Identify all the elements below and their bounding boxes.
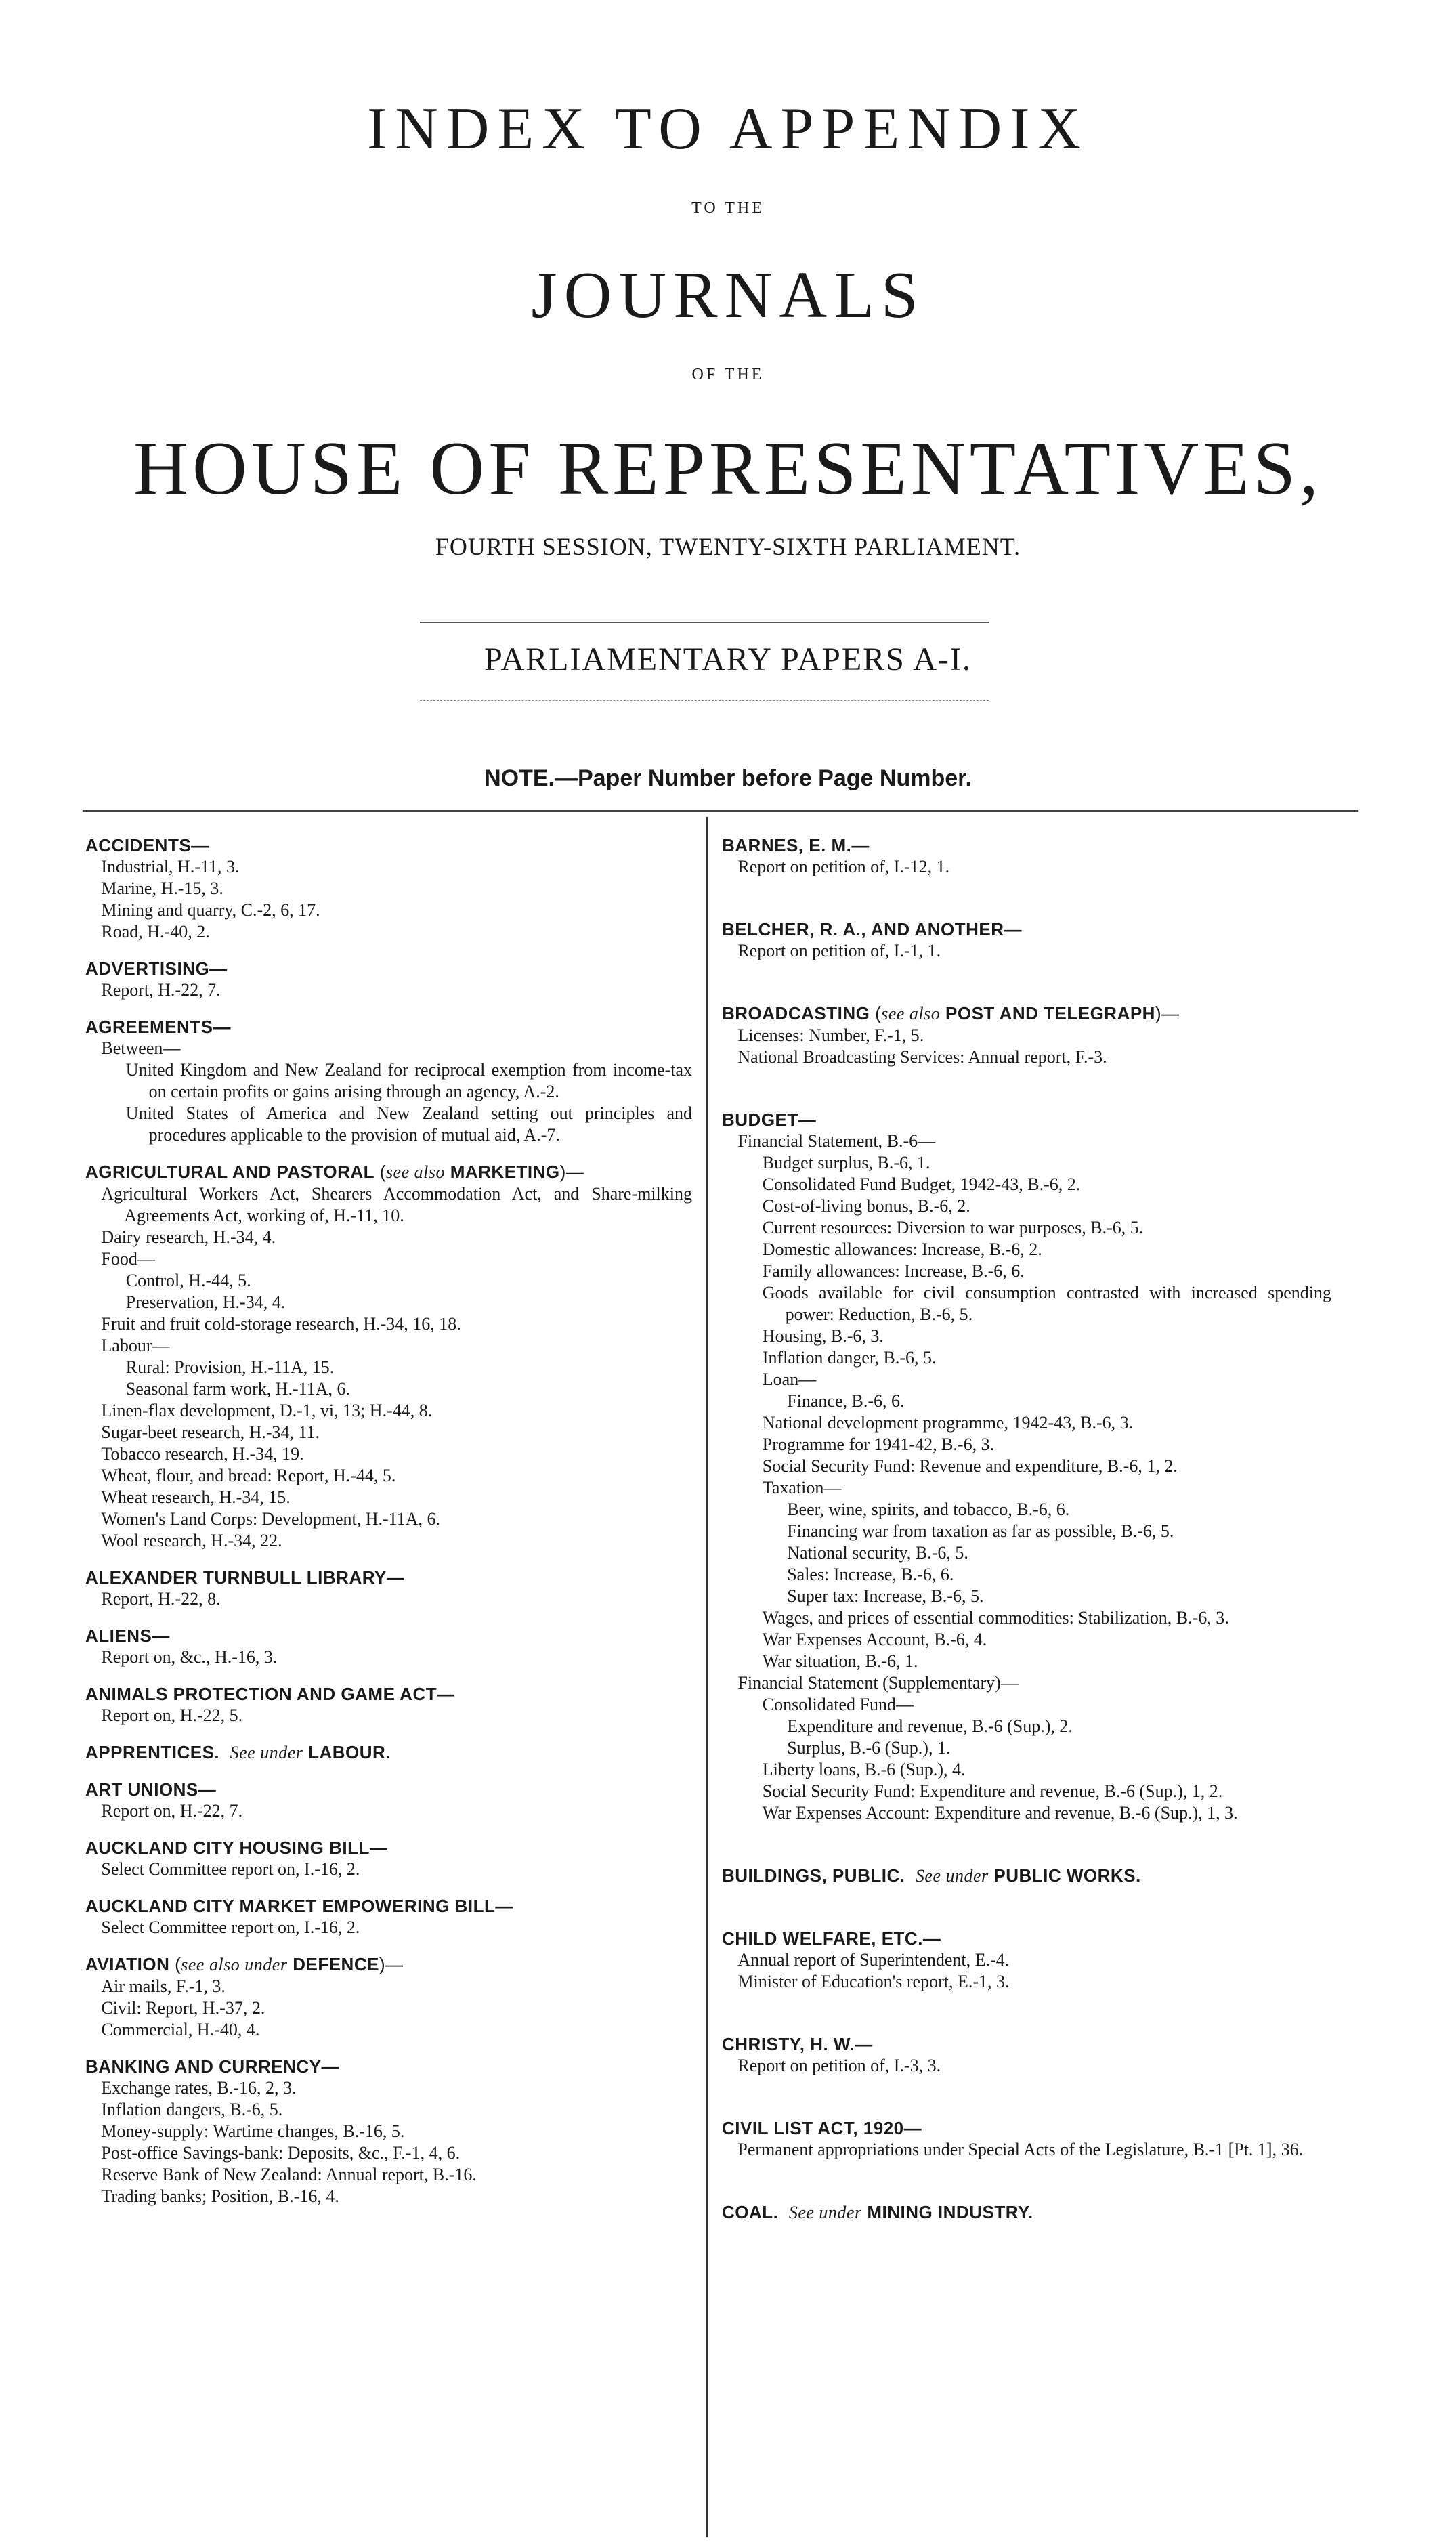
entry-heading: CHRISTY, H. W.— <box>722 2034 873 2054</box>
entry-line: Financing war from taxation as far as possible, B.-6, 5. <box>787 1521 1174 1541</box>
see-also-text: see also <box>385 1162 445 1182</box>
entry-line: Reserve Bank of New Zealand: Annual report, B.-16. <box>101 2165 477 2184</box>
entry-line: Preservation, H.-34, 4. <box>125 1292 286 1312</box>
entry-line: Seasonal farm work, H.-11A, 6. <box>125 1379 350 1399</box>
entry-line: Liberty loans, B.-6 (Sup.), 4. <box>762 1760 966 1779</box>
entry-accidents <box>85 834 692 943</box>
entry-line: United Kingdom and New Zealand for reciprocal exemption from income-tax on certain profits or gains arising through an agency, A.-2. <box>125 1060 692 1101</box>
entry-line: Surplus, B.-6 (Sup.), 1. <box>787 1738 951 1758</box>
entry-line: Current resources: Diversion to war purposes, B.-6, 5. <box>762 1218 1144 1237</box>
entry-line: Select Committee report on, I.-16, 2. <box>101 1917 360 1937</box>
paren-close: )— <box>559 1162 584 1182</box>
entry-line: Inflation dangers, B.-6, 5. <box>101 2100 283 2119</box>
header-rule-top <box>420 622 989 623</box>
entry-line: Wheat research, H.-34, 15. <box>101 1487 291 1507</box>
entry-barnes <box>722 834 1331 878</box>
entry-line: Report on, H.-22, 5. <box>101 1705 243 1725</box>
entry-budget <box>722 1109 1331 1824</box>
parliamentary-papers-heading: PARLIAMENTARY PAPERS A-I. <box>484 641 972 677</box>
entry-heading <box>722 1865 1331 1887</box>
title-to-the: TO THE <box>691 199 765 217</box>
entry-line: Programme for 1941-42, B.-6, 3. <box>762 1435 995 1454</box>
entry-buildings-public <box>722 1865 1331 1887</box>
entry-line: Report on petition of, I.-12, 1. <box>737 857 950 876</box>
entry-line: Rural: Provision, H.-11A, 15. <box>125 1357 335 1377</box>
see-also-text: see also <box>881 1004 941 1023</box>
entry-broadcasting <box>722 1002 1331 1068</box>
see-under-text: See under <box>788 2203 862 2222</box>
paren-close: )— <box>379 1954 404 1974</box>
entry-advertising <box>85 958 692 1001</box>
entry-line: Annual report of Superintendent, E.-4. <box>737 1950 1010 1970</box>
entry-line: Wool research, H.-34, 22. <box>101 1531 282 1550</box>
column-top-rule <box>83 810 1358 812</box>
entry-line: National security, B.-6, 5. <box>787 1543 968 1563</box>
entry-line: Goods available for civil consumption contrasted with increased spending power: Reduction, B.-6, 5. <box>762 1283 1331 1324</box>
entry-line: War situation, B.-6, 1. <box>762 1651 918 1671</box>
entry-child-welfare <box>722 1928 1331 1993</box>
entry-line: Report on, H.-22, 7. <box>101 1801 243 1821</box>
entry-line: Finance, B.-6, 6. <box>787 1391 905 1411</box>
entry-line: Social Security Fund: Expenditure and revenue, B.-6 (Sup.), 1, 2. <box>762 1781 1223 1801</box>
cross-reference: MINING INDUSTRY. <box>867 2202 1033 2222</box>
paren-open: ( <box>169 1954 181 1974</box>
entry-heading: BARNES, E. M.— <box>722 835 870 855</box>
entry-line: Road, H.-40, 2. <box>101 922 210 941</box>
entry-line: Exchange rates, B.-16, 2, 3. <box>101 2078 297 2098</box>
entry-line: National development programme, 1942-43, B.-6, 3. <box>762 1413 1134 1433</box>
header-rule-bottom <box>420 700 989 701</box>
entry-line: Sugar-beet research, H.-34, 11. <box>101 1422 320 1442</box>
entry-line: Report, H.-22, 7. <box>101 980 221 1000</box>
entry-animals-protection <box>85 1683 692 1726</box>
entry-heading: AUCKLAND CITY MARKET EMPOWERING BILL— <box>85 1896 513 1916</box>
entry-agreements <box>85 1016 692 1146</box>
heading-text: AGRICULTURAL AND PASTORAL <box>85 1162 375 1182</box>
entry-heading: BUDGET— <box>722 1109 817 1130</box>
title-journals: JOURNALS <box>531 259 925 332</box>
entry-line: Between— <box>101 1038 181 1058</box>
entry-line: Loan— <box>762 1370 817 1389</box>
see-also-text: see also under <box>181 1955 288 1974</box>
entry-line: Post-office Savings-bank: Deposits, &c., F.-1, 4, 6. <box>101 2143 461 2163</box>
entry-agricultural-and-pastoral <box>85 1161 692 1552</box>
entry-line: Report on petition of, I.-3, 3. <box>737 2056 941 2075</box>
entry-line: Commercial, H.-40, 4. <box>101 2020 260 2039</box>
title-house-of-representatives: HOUSE OF REPRESENTATIVES, <box>133 427 1323 511</box>
index-column-right <box>722 834 1331 2239</box>
entry-heading: CIVIL LIST ACT, 1920— <box>722 2118 922 2138</box>
entry-line: Consolidated Fund— <box>762 1695 914 1714</box>
title-of-the: OF THE <box>691 366 765 383</box>
entry-heading: AUCKLAND CITY HOUSING BILL— <box>85 1838 388 1858</box>
entry-christy <box>722 2033 1331 2077</box>
entry-line: Beer, wine, spirits, and tobacco, B.-6, 6. <box>787 1500 1070 1519</box>
entry-line: Food— <box>101 1249 155 1269</box>
entry-line: Trading banks; Position, B.-16, 4. <box>101 2186 339 2206</box>
entry-line: Mining and quarry, C.-2, 6, 17. <box>101 900 320 920</box>
entry-aliens <box>85 1625 692 1668</box>
entry-line: Financial Statement, B.-6— <box>737 1131 936 1151</box>
entry-line: Inflation danger, B.-6, 5. <box>762 1348 937 1368</box>
paren-open: ( <box>374 1162 386 1182</box>
entry-line: Family allowances: Increase, B.-6, 6. <box>762 1261 1025 1281</box>
note-line: NOTE.—Paper Number before Page Number. <box>484 765 972 791</box>
entry-line: Wheat, flour, and bread: Report, H.-44, 5. <box>101 1466 396 1485</box>
entry-apprentices <box>85 1741 692 1764</box>
entry-line: National Broadcasting Services: Annual report, F.-3. <box>737 1047 1107 1067</box>
entry-alexander-turnbull-library <box>85 1567 692 1610</box>
entry-line: Tobacco research, H.-34, 19. <box>101 1444 304 1464</box>
entry-heading: ACCIDENTS— <box>85 835 209 855</box>
entry-line: War Expenses Account, B.-6, 4. <box>762 1630 987 1649</box>
entry-auckland-city-housing-bill <box>85 1837 692 1880</box>
heading-text: BROADCASTING <box>722 1003 870 1023</box>
entry-heading: ALIENS— <box>85 1626 170 1646</box>
entry-auckland-city-market-bill <box>85 1895 692 1938</box>
entry-heading: BELCHER, R. A., AND ANOTHER— <box>722 919 1022 939</box>
entry-line: War Expenses Account: Expenditure and revenue, B.-6 (Sup.), 1, 3. <box>762 1803 1238 1823</box>
entry-line: Wages, and prices of essential commodities: Stabilization, B.-6, 3. <box>762 1608 1229 1628</box>
entry-line: Taxation— <box>762 1478 842 1498</box>
entry-line: Fruit and fruit cold-storage research, H.-34, 16, 18. <box>101 1314 461 1334</box>
entry-line: Expenditure and revenue, B.-6 (Sup.), 2. <box>787 1716 1073 1736</box>
entry-line: Agricultural Workers Act, Shearers Accommodation Act, and Share-milking Agreements Act, working of, H.-11, 10. <box>101 1184 692 1225</box>
heading-text: COAL. <box>722 2202 779 2222</box>
entry-line: Control, H.-44, 5. <box>125 1271 251 1290</box>
title-index-to-appendix: INDEX TO APPENDIX <box>366 96 1090 162</box>
entry-heading: ART UNIONS— <box>85 1779 217 1800</box>
entry-belcher <box>722 918 1331 962</box>
entry-heading: ADVERTISING— <box>85 958 228 979</box>
entry-line: Labour— <box>101 1336 170 1355</box>
paren-close: )— <box>1155 1003 1180 1023</box>
entry-line: Social Security Fund: Revenue and expenditure, B.-6, 1, 2. <box>762 1456 1178 1476</box>
entry-civil-list-act <box>722 2117 1331 2161</box>
cross-reference: PUBLIC WORKS. <box>993 1865 1141 1886</box>
entry-line: Consolidated Fund Budget, 1942-43, B.-6, 2. <box>762 1174 1081 1194</box>
entry-heading <box>85 1953 692 1976</box>
entry-coal <box>722 2201 1331 2224</box>
entry-line: Domestic allowances: Increase, B.-6, 2. <box>762 1239 1042 1259</box>
entry-line: Report, H.-22, 8. <box>101 1589 221 1609</box>
entry-heading <box>85 1161 692 1183</box>
entry-line: Civil: Report, H.-37, 2. <box>101 1998 265 2018</box>
entry-aviation <box>85 1953 692 2041</box>
entry-line: Report on petition of, I.-1, 1. <box>737 941 941 960</box>
entry-heading <box>722 2201 1331 2224</box>
entry-heading: ALEXANDER TURNBULL LIBRARY— <box>85 1567 405 1588</box>
entry-line: Dairy research, H.-34, 4. <box>101 1227 276 1247</box>
entry-heading <box>722 1002 1331 1025</box>
entry-line: Report on, &c., H.-16, 3. <box>101 1647 278 1667</box>
cross-reference: POST AND TELEGRAPH <box>945 1003 1155 1023</box>
entry-line: Industrial, H.-11, 3. <box>101 857 240 876</box>
cross-reference: MARKETING <box>450 1162 560 1182</box>
session-subtitle: FOURTH SESSION, TWENTY-SIXTH PARLIAMENT. <box>435 533 1021 560</box>
index-column-left <box>85 834 692 2222</box>
entry-line: United States of America and New Zealand setting out principles and procedures applicable to the provision of mutual aid, A.-7. <box>125 1103 692 1145</box>
cross-reference: LABOUR. <box>308 1742 391 1762</box>
entry-line: Minister of Education's report, E.-1, 3. <box>737 1972 1010 1991</box>
cross-reference: DEFENCE <box>293 1954 379 1974</box>
entry-line: Housing, B.-6, 3. <box>762 1326 884 1346</box>
entry-line: Select Committee report on, I.-16, 2. <box>101 1859 360 1879</box>
column-divider <box>706 817 708 2537</box>
paren-open: ( <box>870 1003 882 1023</box>
entry-line: Marine, H.-15, 3. <box>101 878 223 898</box>
heading-text: APPRENTICES. <box>85 1742 220 1762</box>
entry-banking-and-currency <box>85 2056 692 2207</box>
entry-line: Air mails, F.-1, 3. <box>101 1976 226 1996</box>
entry-heading <box>85 1741 692 1764</box>
entry-heading: CHILD WELFARE, ETC.— <box>722 1928 941 1949</box>
entry-line: Permanent appropriations under Special Acts of the Legislature, B.-1 [Pt. 1], 36. <box>737 2140 1304 2159</box>
entry-line: Money-supply: Wartime changes, B.-16, 5. <box>101 2121 405 2141</box>
entry-line: Sales: Increase, B.-6, 6. <box>787 1565 954 1584</box>
entry-line: Women's Land Corps: Development, H.-11A, 6. <box>101 1509 440 1529</box>
entry-line: Super tax: Increase, B.-6, 5. <box>787 1586 984 1606</box>
see-under-text: See under <box>230 1743 303 1762</box>
entry-heading: ANIMALS PROTECTION AND GAME ACT— <box>85 1684 455 1704</box>
heading-text: AVIATION <box>85 1954 170 1974</box>
see-under-text: See under <box>915 1866 989 1886</box>
entry-heading: BANKING AND CURRENCY— <box>85 2056 339 2077</box>
heading-text: BUILDINGS, PUBLIC. <box>722 1865 905 1886</box>
entry-heading: AGREEMENTS— <box>85 1017 231 1037</box>
entry-line: Linen-flax development, D.-1, vi, 13; H.-44, 8. <box>101 1401 433 1420</box>
entry-line: Financial Statement (Supplementary)— <box>737 1673 1019 1693</box>
entry-line: Cost-of-living bonus, B.-6, 2. <box>762 1196 970 1216</box>
entry-line: Budget surplus, B.-6, 1. <box>762 1153 930 1172</box>
entry-line: Licenses: Number, F.-1, 5. <box>737 1025 924 1045</box>
entry-art-unions <box>85 1779 692 1822</box>
